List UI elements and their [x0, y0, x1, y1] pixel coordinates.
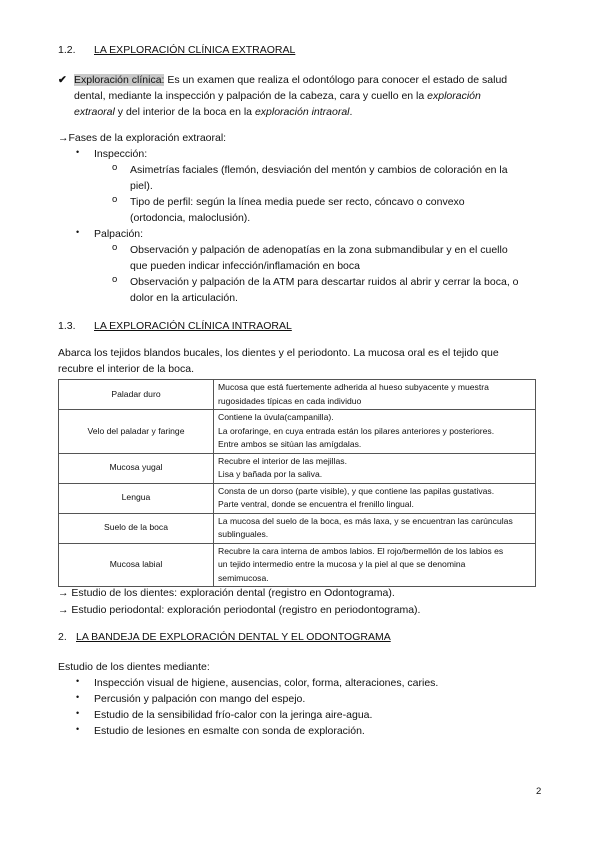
desc-line: sublinguales. [218, 529, 269, 539]
palpation-item-2-line-1: Observación y palpación de la ATM para descartar ruidos al abrir y cerrar la boca, o [130, 276, 519, 288]
palpation-item-1 [130, 242, 550, 274]
inspection-label: Inspección: [94, 148, 148, 160]
study-item-3: Estudio de la sensibilidad frío-calor con la jeringa aire-agua. [94, 709, 373, 721]
desc-line: La orofaringe, en cuya entrada están los pilares anteriores y posteriores. [218, 425, 495, 436]
definition-text-2-italic: exploración [427, 90, 481, 102]
desc-line: Parte ventral, donde se encuentra el frenillo lingual. [218, 499, 414, 509]
section-number: 2. [58, 631, 67, 643]
study-item-1: Inspección visual de higiene, ausencias, color, forma, alteraciones, caries. [94, 677, 439, 689]
tissue-name: Lengua [59, 483, 214, 513]
bullet-icon: • [76, 692, 80, 702]
definition-label: Exploración clínica: [74, 74, 165, 86]
study-item-2: Percusión y palpación con mango del espejo. [94, 693, 306, 705]
intraoral-intro-line-2: recubre el interior de la boca. [58, 363, 194, 375]
table-row [59, 453, 536, 483]
tissue-name: Mucosa labial [59, 543, 214, 587]
circle-bullet-icon: o [112, 162, 118, 173]
section-heading-1-3 [58, 320, 292, 332]
definition-paragraph [58, 72, 548, 120]
desc-line: Recubre la cara interna de ambos labios. El rojo/bermellón de los labios es [218, 545, 504, 556]
desc-line: Consta de un dorso (parte visible), y que contiene las papilas gustativas. [218, 485, 495, 496]
bullet-icon: • [76, 708, 80, 718]
desc-line: Recubre el interior de las mejillas. [218, 455, 347, 466]
inspection-item-1-line-2: piel). [130, 180, 153, 192]
desc-line: semimucosa. [218, 572, 269, 583]
definition-text-3: y del interior de la boca en la [114, 106, 255, 118]
tissue-description [214, 410, 536, 454]
inspection-item-2-line-2: (ortodoncia, maloclusión). [130, 212, 251, 224]
page-number: 2 [536, 786, 542, 797]
phases-intro: →Fases de la exploración extraoral: [58, 132, 227, 144]
check-icon: ✔ [58, 74, 67, 86]
definition-text-2: dental, mediante la inspección y palpación de la cabeza, cara y cuello en la [74, 90, 428, 102]
tissue-description [214, 513, 536, 543]
palpation-item-1-line-2: que pueden indicar infección/inflamación en boca [130, 260, 360, 272]
circle-bullet-icon: o [112, 242, 118, 253]
table-row [59, 410, 536, 454]
tissue-name: Velo del paladar y faringe [59, 410, 214, 454]
tissue-description [214, 380, 536, 410]
desc-line: Lisa y bañada por la saliva. [218, 469, 323, 479]
desc-line: un tejido intermedio entre la mucosa y la piel al que se denomina [218, 559, 466, 569]
section-title: LA EXPLORACIÓN CLÍNICA INTRAORAL [94, 320, 292, 332]
section-title: LA BANDEJA DE EXPLORACIÓN DENTAL Y EL ODONTOGRAMA [76, 631, 391, 643]
table-row [59, 380, 536, 410]
bullet-icon: • [76, 676, 80, 686]
desc-line: La mucosa del suelo de la boca, es más laxa, y se encuentran las carúnculas [218, 515, 513, 526]
definition-text-3-italic-b: exploración intraoral [254, 106, 350, 118]
dental-study-line: → Estudio de los dientes: exploración dental (registro en Odontograma). [58, 587, 395, 599]
palpation-label: Palpación: [94, 228, 144, 240]
inspection-item-2-line-1: Tipo de perfil: según la línea media puede ser recto, cóncavo o convexo [130, 196, 465, 208]
intraoral-intro [58, 345, 548, 377]
circle-bullet-icon: o [112, 274, 118, 285]
section-heading-1-2 [58, 44, 295, 56]
inspection-item-2 [130, 194, 540, 226]
palpation-item-2-line-2: dolor en la articulación. [130, 292, 238, 304]
definition-text-3-italic: extraoral [74, 106, 115, 118]
section-number: 1.3. [58, 320, 76, 332]
section-number: 1.2. [58, 44, 76, 56]
desc-line: Contiene la úvula(campanilla). [218, 412, 334, 422]
palpation-item-1-line-1: Observación y palpación de adenopatías en la zona submandibular y en el cuello [130, 244, 508, 256]
tissue-name: Suelo de la boca [59, 513, 214, 543]
study-item-4: Estudio de lesiones en esmalte con sonda de exploración. [94, 725, 365, 737]
definition-period: . [349, 106, 353, 118]
tissue-description [214, 453, 536, 483]
tissue-name: Mucosa yugal [59, 453, 214, 483]
tissue-description [214, 543, 536, 587]
study-intro: Estudio de los dientes mediante: [58, 661, 210, 673]
section-title: LA EXPLORACIÓN CLÍNICA EXTRAORAL [94, 44, 296, 56]
tissue-description [214, 483, 536, 513]
bullet-icon: • [76, 147, 80, 157]
inspection-item-1-line-1: Asimetrías faciales (flemón, desviación del mentón y cambios de coloración en la [130, 164, 508, 176]
inspection-item-1 [130, 162, 540, 194]
desc-line: rugosidades típicas en cada individuo [218, 395, 362, 406]
oral-tissues-table [58, 379, 536, 587]
bullet-icon: • [76, 724, 80, 734]
definition-text-1: Es un examen que realiza el odontólogo para conocer el estado de salud [164, 74, 508, 86]
intraoral-intro-line-1: Abarca los tejidos blandos bucales, los dientes y el periodonto. La mucosa oral es el tejido que [58, 347, 499, 359]
table-row [59, 543, 536, 587]
table-row [59, 483, 536, 513]
table-row [59, 513, 536, 543]
desc-line: Entre ambos se sitúan las amígdalas. [218, 439, 362, 449]
desc-line: Mucosa que está fuertemente adherida al hueso subyacente y muestra [218, 382, 489, 392]
periodontal-study-line: → Estudio periodontal: exploración periodontal (registro en periodontograma). [58, 604, 421, 616]
palpation-item-2 [130, 274, 550, 306]
section-heading-2 [58, 631, 391, 643]
bullet-icon: • [76, 227, 80, 237]
circle-bullet-icon: o [112, 194, 118, 205]
tissue-name: Paladar duro [59, 380, 214, 410]
